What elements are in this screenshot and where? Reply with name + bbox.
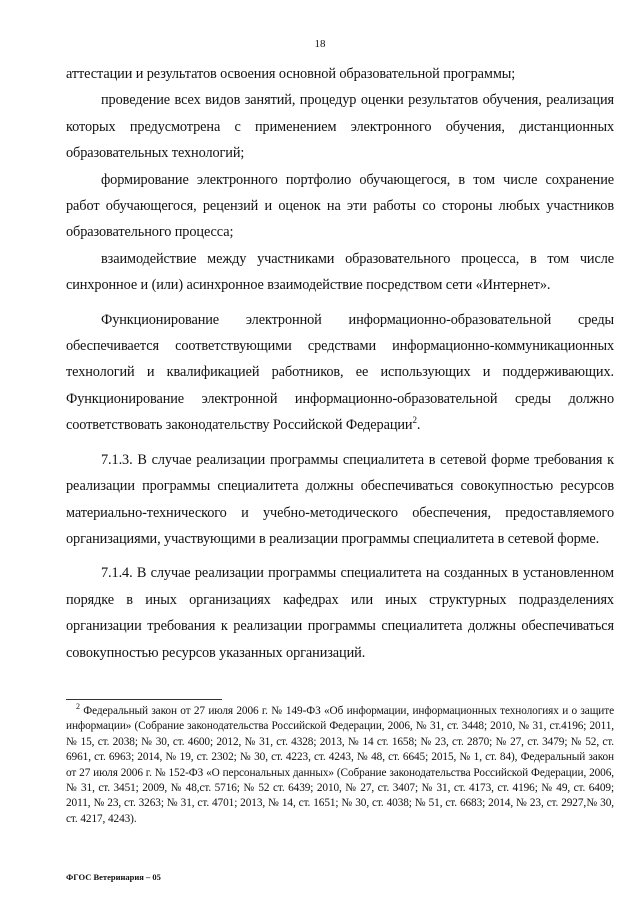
paragraph-2: проведение всех видов занятий, процедур оценки результатов обучения, реализация которых предусмотрена с применением электронного обучения, дистанционных образовательных технологий; — [66, 92, 614, 162]
paragraph-1: аттестации и результатов освоения основной образовательной программы; — [66, 66, 516, 82]
paragraph-5-tail: . — [416, 417, 421, 434]
paragraph-3: формирование электронного портфолио обучающегося, в том числе сохранение работ обучающегося, рецензий и оценок на эти работы со стороны любых участников образовательного процесса; — [66, 171, 614, 241]
footnote-separator — [66, 699, 222, 700]
document-body — [66, 61, 614, 666]
footnote-mark: 2 — [76, 702, 80, 712]
paragraph-section-7-1-3: 7.1.3. В случае реализации программы специалитета в сетевой форме требования к реализации программы специалитета должны обеспечиваться совокупностью ресурсов материально-технического и учебно-методического обеспечения, предоставляемого организациями, участвующими в реализации программы специалитета в сетевой форме. — [66, 451, 614, 547]
paragraph-4: взаимодействие между участниками образовательного процесса, в том числе синхронное и (или) асинхронное взаимодействие посредством сети «Интернет». — [66, 250, 614, 294]
page-number: 18 — [314, 38, 326, 50]
footnote — [66, 704, 614, 827]
footnote-text: Федеральный закон от 27 июля 2006 г. № 149-ФЗ «Об информации, информационных технологиях и о защите информации» (Собрание законодательства Российской Федерации, 2006, № 31, ст. 3448; 2010, № 31, ст.4196; 2011, № 15, ст. 2038; № 30, ст. 4600; 2012, № 31, ст. 4328; 2013, № 14 ст. 1658; № 23, ст. 2870; № 27, ст. 3479; № 52, ст. 6961, ст. 6963; 2014, № 19, ст. 2302; № 30, ст. 4223, ст. 4243, № 48, ст. 6645; 2015, № 1, ст. 84), Федеральный закон от 27 июля 2006 г. № 152-ФЗ «О персональных данных» (Собрание законодательства Российской Федерации, 2006, № 31, ст. 3451; 2009, № 48,ст. 5716; № 52 ст. 6439; 2010, № 27, ст. 3407; № 31, ст. 4173, ст. 4196; № 49, ст. 6409; 2011, № 23, ст. 3263; № 31, ст. 4701; 2013, № 14, ст. 1651; № 30, ст. 4038; № 51, ст. 6683; 2014, № 23, ст. 2927,№ 30, ст. 4217, 4243). — [66, 705, 614, 825]
paragraph-5-text: Функционирование электронной информационно-образовательной среды обеспечивается соответствующими средствами информационно-коммуникационных технологий и квалификацией работников, ее использующих и поддерживающих. Функционирование электронной информационно-образовательной среды должно соответствовать законодательству Российской Федерации — [66, 311, 614, 434]
paragraph-5 — [66, 307, 614, 439]
paragraph-section-7-1-4: 7.1.4. В случае реализации программы специалитета на созданных в установленном порядке в иных организациях кафедрах или иных структурных подразделениях организации требования к реализации программы специалитета должны обеспечиваться совокупностью ресурсов указанных организаций. — [66, 565, 614, 661]
footnote-reference: 2 — [412, 415, 417, 426]
footer-label: ФГОС Ветеринария – 05 — [66, 872, 161, 882]
